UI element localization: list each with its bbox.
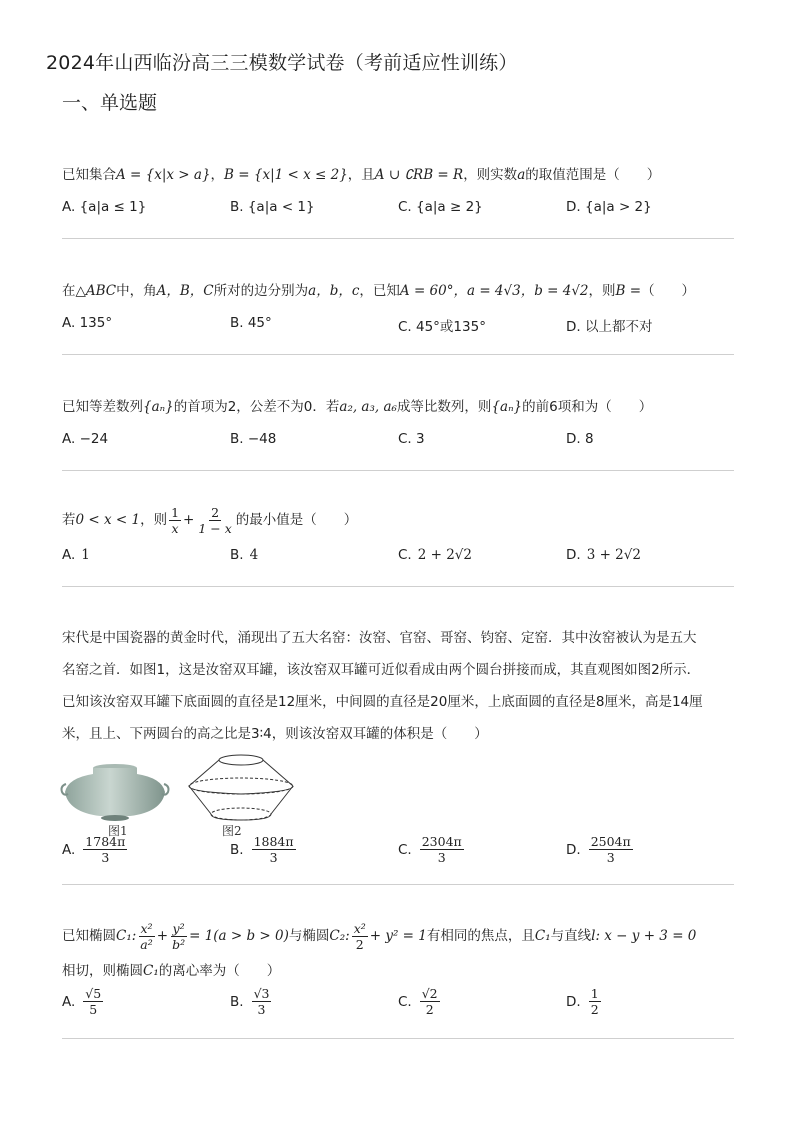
q4-text: ，则 [140,512,168,528]
divider [62,586,734,587]
q3-option-a[interactable]: A. −24 [62,431,109,447]
q1-option-a[interactable]: A. {a|a ≤ 1} [62,199,147,215]
q5-option-a[interactable] [62,834,129,865]
option-label: A. [62,841,76,858]
q1-text: 的取值范围是（ ） [525,167,661,183]
q1-text: 已知集合 [62,167,116,183]
option-label: B. [230,841,244,858]
q6-option-d[interactable] [566,986,603,1017]
q6-math: + y² = 1 [369,928,427,944]
question-6-stem: 已知椭圆C₁: $\frac{\text{x²}}{\text{a²}}$ + $\frac{\text{y²}}{\text{b²}}$ = 1(a > b > 0)与椭圆C₂: $\frac{\text{x²}}{2}$ + y² = 1有相同的焦点，且C₁与直线l: x − y + 3 = 0 [62,920,697,952]
q3-text: 成等比数列，则 [396,399,492,415]
q4-text: 的最小值是（ ） [235,512,358,528]
q6-fraction [138,921,154,952]
fraction-denominator: x [171,520,179,536]
option-label: C. [398,547,412,563]
option-fraction [252,986,272,1017]
divider [62,1038,734,1039]
fraction-numerator: 1 [590,986,599,1001]
divider [62,354,734,355]
q1-text: ，且 [347,167,375,183]
q6-math: l: x − y + 3 = 0 [591,928,697,944]
q1-text: ，则实数 [463,167,518,183]
q2-math: A，B，C [156,283,214,299]
q3-text: 的前6项和为（ ） [522,399,653,415]
option-fraction [252,834,296,865]
question-1-stem: 已知集合A = {x|x > a}，B = {x|1 < x ≤ 2}，且A ∪ ∁RB = R，则实数a的取值范围是（ ） [62,167,661,183]
q2-text: 所对的边分别为 [213,283,309,299]
q6-text: 与椭圆 [288,928,330,944]
q6-math: C₂: [329,928,350,944]
q6-fraction [170,921,187,952]
q4-fraction [169,505,181,536]
page-title: 2024年山西临汾高三三模数学试卷（考前适应性训练） [46,52,518,74]
q6-math: C₁ [534,928,551,944]
fraction-denominator: 1 − x [198,520,232,536]
q3-option-d[interactable]: D. 8 [566,431,594,447]
q1-option-d[interactable]: D. {a|a > 2} [566,199,652,215]
q5-option-c[interactable] [398,834,466,865]
q6-text: 相切，则椭圆 [62,963,143,979]
option-fraction [83,834,127,865]
option-label: D. [566,547,581,563]
q6-math: C₁: [116,928,137,944]
fraction-numerator: 2504π [590,834,631,849]
question-6-stem-line2 [62,962,280,980]
option-fraction [420,986,440,1017]
q1-option-b[interactable]: B. {a|a < 1} [230,199,315,215]
q1-math: A ∪ ∁RB = R [374,167,464,183]
fraction-denominator: 3 [101,850,110,865]
q3-text: 的首项为2，公差不为0．若 [173,399,340,415]
q4-math: 0 < x < 1 [75,512,141,528]
q6-text: 的离心率为（ ） [158,963,281,979]
q2-option-c[interactable]: C. 45°或135° [398,319,486,335]
q2-text: 中，角 [116,283,157,299]
q2-math: a，b，c [308,283,360,299]
fraction-denominator: 2 [355,936,364,952]
q4-text: 若 [62,512,76,528]
q2-text: ，则 [588,283,616,299]
q5-line: 名窑之首．如图1，这是汝窑双耳罐，该汝窑双耳罐可近似看成由两个圆台拼接而成，其直观图如图2所示． [62,662,701,678]
fraction-denominator: 2 [425,1002,434,1017]
q5-line: 米，且上、下两圆台的高之比是3∶4，则该汝窑双耳罐的体积是（ ） [62,726,488,742]
option-fraction [420,834,464,865]
option-label: A. [62,993,76,1010]
question-2-stem [62,282,695,300]
q3-math: {aₙ} [491,399,523,415]
q6-fraction [352,921,368,952]
fraction-numerator: 2304π [421,834,462,849]
option-label: C. [398,993,412,1010]
fraction-numerator: 1 [171,504,180,520]
fraction-numerator: √3 [253,986,270,1001]
q2-math: B = [615,283,642,299]
figure-1-caption: 图1 [108,824,128,838]
fraction-numerator: 2 [211,504,220,520]
q5-option-d[interactable] [566,834,635,865]
option-value: 3 + 2√2 [586,547,641,563]
q3-option-b[interactable]: B. −48 [230,431,277,447]
q1-math: A = {x|x > a} [116,167,211,183]
divider [62,884,734,885]
q6-math: C₁ [143,963,159,979]
option-label: D. [566,993,581,1010]
fraction-denominator: 3 [257,1002,266,1017]
q2-text: ，已知 [359,283,400,299]
q5-line: 已知该汝窑双耳罐下底面圆的直径是12厘米，中间圆的直径是20厘米，上底面圆的直径是8厘米，高是14厘 [62,694,703,710]
fraction-denominator: 3 [269,850,278,865]
option-label: A. [62,547,76,563]
option-fraction [589,986,601,1017]
q6-option-a[interactable] [62,986,105,1017]
q5-option-b[interactable] [230,834,298,865]
q6-option-c[interactable] [398,986,442,1017]
fraction-numerator: y² [172,920,185,936]
q1-option-c[interactable]: C. {a|a ≥ 2} [398,199,483,215]
q4-option-b[interactable] [230,547,258,563]
option-fraction [83,986,103,1017]
question-4-stem [62,502,357,538]
q3-math: a₂, a₃, a₆ [339,399,397,415]
option-label: B. [230,547,244,563]
fraction-numerator: 1784π [85,834,126,849]
q4-math: + [183,512,195,528]
q6-option-b[interactable] [230,986,273,1017]
q4-option-a[interactable] [62,547,90,563]
q4-option-d[interactable] [566,547,641,563]
fraction-numerator: x² [140,920,153,936]
fraction-denominator: 3 [606,850,615,865]
fraction-denominator: 5 [89,1002,98,1017]
q5-line: 宋代是中国瓷器的黄金时代，涌现出了五大名窑：汝窑、官窑、哥窑、钧窑、定窑．其中汝窑被认为是五大 [62,630,697,646]
jar-photo-figure [60,758,170,824]
q2-option-a[interactable]: A. 135° [62,315,113,331]
frustum-diagram-figure [185,752,297,824]
fraction-denominator: 2 [590,1002,599,1017]
question-3-stem [62,398,652,416]
option-value: 1 [81,547,90,563]
q6-text: 与直线 [550,928,592,944]
q6-text: 有相同的焦点，且 [426,928,535,944]
option-label: D. [566,841,581,858]
figure-2-caption: 图2 [222,824,242,838]
q4-option-c[interactable] [398,547,472,563]
option-label: B. [230,993,244,1010]
q2-option-b[interactable]: B. 45° [230,315,272,331]
fraction-denominator: a² [140,936,153,952]
option-value: 2 + 2√2 [417,547,472,563]
q2-option-d[interactable]: D. 以上都不对 [566,319,653,335]
q4-fraction [196,505,233,536]
q3-option-c[interactable]: C. 3 [398,431,425,447]
fraction-denominator: b² [172,936,186,952]
option-label: C. [398,841,412,858]
option-fraction [589,834,633,865]
q3-text: 已知等差数列 [62,399,143,415]
q1-math: B = {x|1 < x ≤ 2} [224,167,348,183]
q2-text: （ ） [641,283,696,299]
q6-math: = 1(a > b > 0) [189,928,289,944]
question-5-stem [62,622,734,750]
q2-math: A = 60°，a = 4√3，b = 4√2 [399,283,589,299]
divider [62,470,734,471]
fraction-numerator: 1884π [253,834,294,849]
fraction-numerator: √5 [85,986,102,1001]
q2-text: 在 [62,283,76,299]
q2-math: △ABC [75,283,117,299]
option-value: 4 [249,547,259,563]
q3-math: {aₙ} [143,399,174,415]
fraction-numerator: x² [353,920,366,936]
section-heading: 一、单选题 [62,92,158,114]
fraction-numerator: √2 [421,986,438,1001]
divider [62,238,734,239]
q1-math: a [517,167,526,183]
fraction-denominator: 3 [437,850,446,865]
q6-text: 已知椭圆 [62,928,116,944]
